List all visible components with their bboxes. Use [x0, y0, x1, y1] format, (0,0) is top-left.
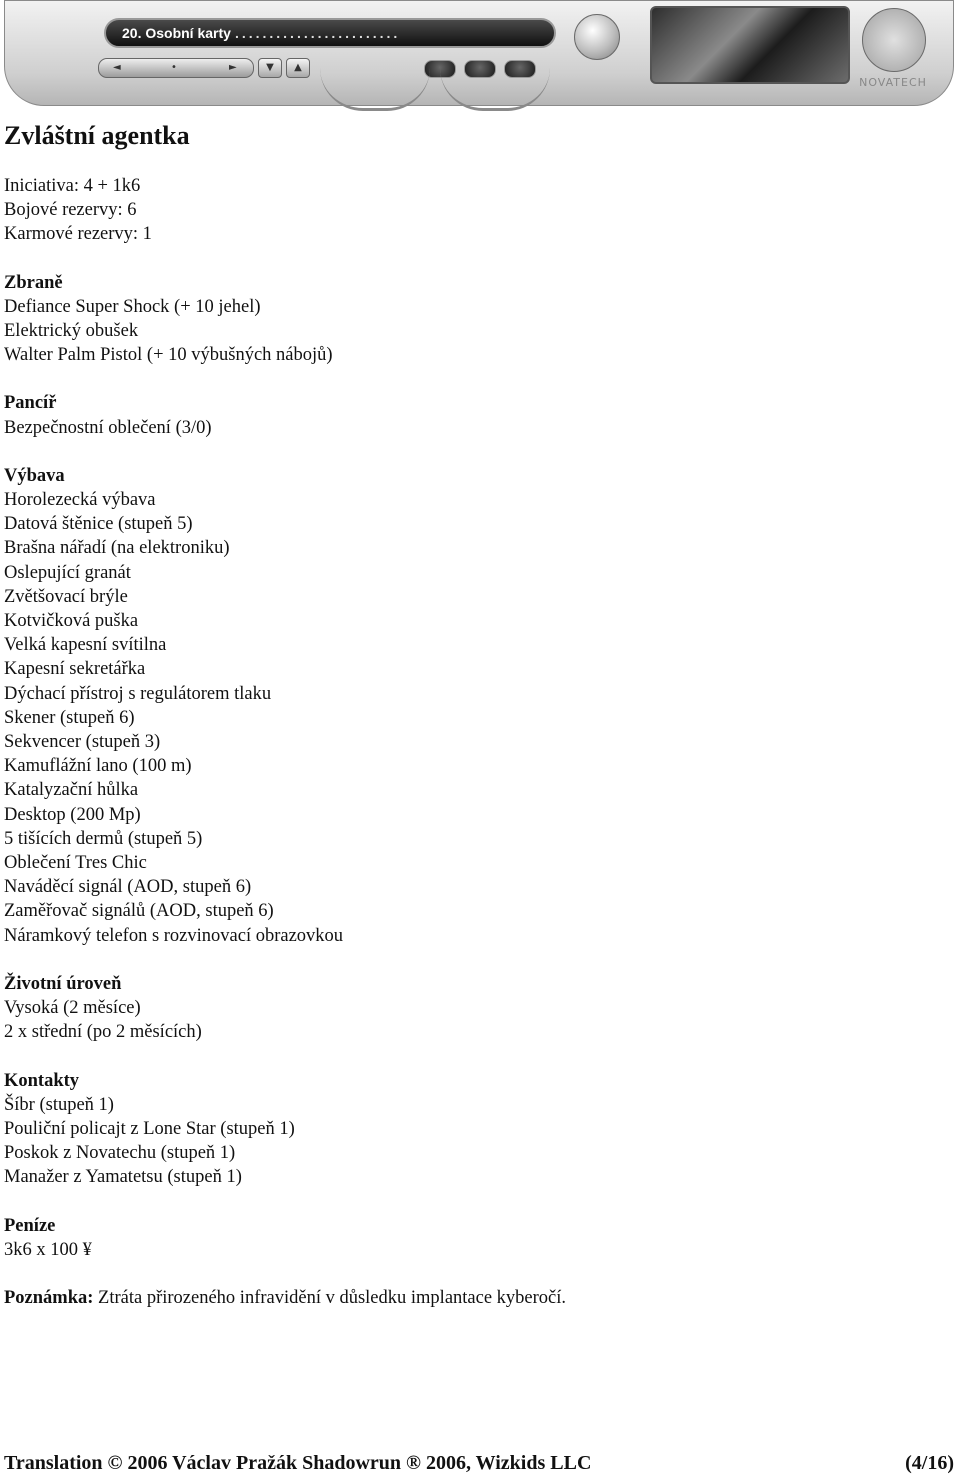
- section-heading: Výbava: [4, 465, 65, 486]
- list-item: Brašna nářadí (na elektroniku): [4, 538, 230, 559]
- stat-karma-pool: Karmové rezervy: 1: [4, 224, 152, 245]
- note-label: Poznámka:: [4, 1287, 94, 1308]
- list-item: Kamuflážní lano (100 m): [4, 756, 192, 777]
- list-item: Sekvencer (stupeň 3): [4, 732, 161, 753]
- list-item: Šíbr (stupeň 1): [4, 1094, 114, 1115]
- card-title: Zvláštní agentka: [4, 121, 190, 150]
- list-item: Datová štěnice (stupeň 5): [4, 514, 193, 535]
- section-heading: Pancíř: [4, 393, 57, 414]
- list-item: Defiance Super Shock (+ 10 jehel): [4, 296, 261, 317]
- list-item: Velká kapesní svítilna: [4, 635, 167, 656]
- note: [4, 1286, 944, 1310]
- list-item: 3k6 x 100 ¥: [4, 1239, 92, 1260]
- header-device: [0, 0, 960, 118]
- section-weapons: [4, 271, 944, 368]
- list-item: Dýchací přístroj s regulátorem tlaku: [4, 683, 272, 704]
- list-item: Kapesní sekretářka: [4, 659, 146, 680]
- scroll-up-button[interactable]: ▲: [286, 58, 310, 78]
- stats-block: [4, 174, 944, 247]
- stat-combat-pool: Bojové rezervy: 6: [4, 200, 137, 221]
- list-item: Zaměřovač signálů (AOD, stupeň 6): [4, 901, 274, 922]
- list-item: Náramkový telefon s rozvinovací obrazovkou: [4, 925, 344, 946]
- page-footer: [4, 1450, 954, 1476]
- list-item: Katalyzační hůlka: [4, 780, 139, 801]
- speaker-grille: [862, 8, 926, 72]
- list-item: Manažer z Yamatetsu (stupeň 1): [4, 1167, 242, 1188]
- page-number: (4/16): [905, 1452, 954, 1474]
- device-screen: [650, 6, 850, 84]
- list-item: Bezpečnostní oblečení (3/0): [4, 417, 212, 438]
- note-text: Ztráta přirozeného infravidění v důsledku implantace kyberočí.: [93, 1287, 567, 1308]
- stat-initiative: Iniciativa: 4 + 1k6: [4, 176, 141, 196]
- section-heading: Kontakty: [4, 1070, 80, 1091]
- list-item: Elektrický obušek: [4, 321, 139, 342]
- nav-right-icon[interactable]: ►: [229, 62, 237, 73]
- list-item: Kotvičková puška: [4, 611, 139, 632]
- section-heading: Peníze: [4, 1215, 56, 1236]
- section-gear: [4, 464, 944, 948]
- section-lifestyle: [4, 972, 944, 1045]
- list-item: Oblečení Tres Chic: [4, 853, 147, 874]
- list-item: Walter Palm Pistol (+ 10 výbušných nábojů): [4, 345, 333, 366]
- character-card: [4, 118, 944, 1334]
- section-money: [4, 1214, 944, 1262]
- dial-knob[interactable]: [574, 14, 620, 60]
- list-item: Skener (stupeň 6): [4, 707, 135, 728]
- list-item: 5 tišících dermů (stupeň 5): [4, 828, 203, 849]
- nav-dot-icon: •: [171, 62, 177, 73]
- list-item: Naváděcí signál (AOD, stupeň 6): [4, 877, 252, 898]
- list-item: Pouliční policajt z Lone Star (stupeň 1): [4, 1118, 295, 1139]
- list-item: Zvětšovací brýle: [4, 586, 128, 607]
- title-dots: ........................: [234, 25, 401, 41]
- section-contacts: [4, 1069, 944, 1190]
- chapter-title-bar: [104, 18, 556, 48]
- nav-bar[interactable]: [98, 58, 254, 78]
- list-item: 2 x střední (po 2 měsících): [4, 1022, 202, 1043]
- list-item: Horolezecká výbava: [4, 490, 156, 511]
- list-item: Oslepující granát: [4, 562, 131, 583]
- list-item: Poskok z Novatechu (stupeň 1): [4, 1143, 236, 1164]
- section-armor: [4, 391, 944, 439]
- list-item: Desktop (200 Mp): [4, 804, 141, 825]
- section-heading: Životní úroveň: [4, 973, 122, 994]
- note-line: [4, 1286, 944, 1310]
- scroll-down-button[interactable]: ▼: [258, 58, 282, 78]
- section-heading: Zbraně: [4, 272, 63, 293]
- footer-credit: Translation © 2006 Václav Pražák Shadowrun ® 2006, Wizkids LLC: [4, 1452, 592, 1474]
- list-item: Vysoká (2 měsíce): [4, 998, 141, 1019]
- nav-left-icon[interactable]: ◄: [113, 62, 121, 73]
- chapter-title: 20. Osobní karty: [122, 25, 231, 41]
- brand-logo: NOVATECH: [859, 76, 927, 89]
